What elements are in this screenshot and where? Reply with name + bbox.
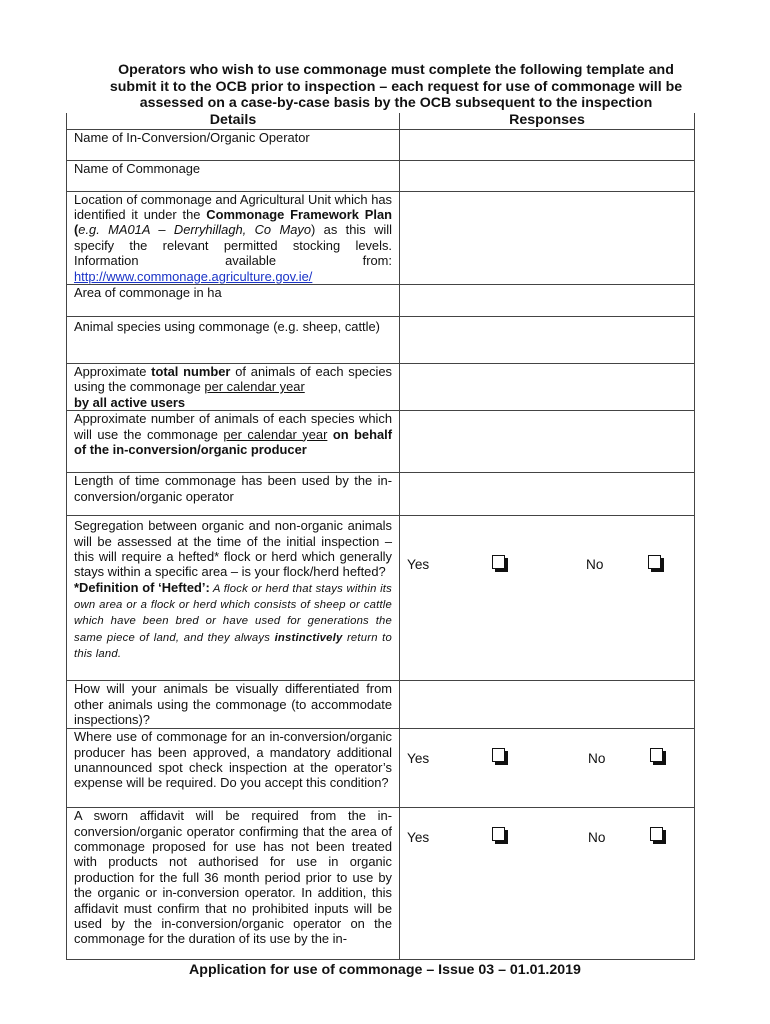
location-example: e.g. MA01A – Derryhillagh, Co Mayo <box>78 222 311 238</box>
row-species-label <box>67 316 400 363</box>
spot-check-label: Where use of commonage for an in-conversion/organic producer has been approved, a mandatory additional unannounced spot check inspection at the operator’s expense will be required. Do you accept this condition? <box>74 729 392 791</box>
intro-line-3: assessed on a case-by-case basis by the OCB subsequent to the inspection <box>139 95 653 111</box>
hefted-definition-heading: *Definition of ‘Hefted’: <box>74 579 210 595</box>
hefted-no-label: No <box>586 557 604 573</box>
row-commonage-name-label <box>67 160 400 191</box>
total-animals-response[interactable] <box>400 363 695 410</box>
producer-animals-underline: per calendar year <box>223 426 328 442</box>
affidavit-response <box>400 808 695 960</box>
spot-check-response <box>400 729 695 808</box>
species-response[interactable] <box>400 316 695 363</box>
producer-animals-bold: on behalf of the in-conversion/organic producer <box>74 426 392 457</box>
spot-check-yes-label: Yes <box>407 751 430 767</box>
row-producer-animals-label <box>67 411 400 473</box>
row-area-label <box>67 284 400 316</box>
page-footer: Application for use of commonage – Issue 03 – 01.01.2019 <box>189 962 581 978</box>
location-text-bold: Commonage Framework Plan <box>206 206 392 222</box>
differentiation-response[interactable] <box>400 681 695 729</box>
row-differentiation-label <box>67 681 400 729</box>
hefted-yes-label: Yes <box>407 557 430 573</box>
area-label: Area of commonage in ha <box>74 284 222 300</box>
area-response[interactable] <box>400 284 695 316</box>
spot-check-no-label: No <box>588 751 606 767</box>
total-animals-bold-end: by all active users <box>74 394 186 410</box>
hefted-no-checkbox[interactable] <box>648 555 661 569</box>
total-animals-text-a: Approximate <box>74 363 152 379</box>
row-affidavit-label <box>67 808 400 960</box>
hefted-response <box>400 516 695 681</box>
total-animals-text-c: of animals of each species using the commonage <box>74 363 393 395</box>
hefted-definition-bold: instinctively <box>274 631 343 644</box>
row-hefted-label <box>67 516 400 681</box>
hefted-definition-a: A flock or herd that stays within its own area or a flock or herd which consists of sheep or cattle which have been bred or have used for generations the same piece of land, and they always <box>74 582 392 644</box>
row-total-animals-label <box>67 363 400 410</box>
commonage-link[interactable]: http://www.commonage.agriculture.gov.ie/ <box>74 268 313 284</box>
spot-check-no-checkbox[interactable] <box>650 748 663 762</box>
commonage-name-label: Name of Commonage <box>74 160 201 176</box>
hefted-definition-c: return to this land. <box>74 631 392 660</box>
row-duration-label <box>67 473 400 516</box>
row-spot-check-label <box>67 729 400 808</box>
row-operator-name-label <box>67 129 400 160</box>
intro-line-2: submit it to the OCB prior to inspection – each request for use of commonage will be <box>109 78 683 95</box>
intro-line-1: Operators who wish to use commonage must complete the following template and <box>118 62 674 78</box>
spot-check-yes-checkbox[interactable] <box>492 748 505 762</box>
duration-label: Length of time commonage has been used by the in-conversion/organic operator <box>74 473 392 504</box>
affidavit-no-checkbox[interactable] <box>650 827 663 841</box>
header-responses: Responses <box>400 113 695 129</box>
location-text-e: ) as this will specify the relevant permitted stocking levels. Information available from: <box>74 222 392 269</box>
operator-name-label: Name of In-Conversion/Organic Operator <box>74 129 310 145</box>
hefted-yes-checkbox[interactable] <box>492 555 505 569</box>
total-animals-bold: total number <box>151 363 231 379</box>
duration-response[interactable] <box>400 473 695 516</box>
species-label: Animal species using commonage (e.g. sheep, cattle) <box>74 318 380 334</box>
affidavit-no-label: No <box>588 830 606 846</box>
location-text-a: Location of commonage and Agricultural Unit which has identified it under the <box>74 191 392 222</box>
location-paren-open: ( <box>74 222 79 238</box>
affidavit-yes-checkbox[interactable] <box>492 827 505 841</box>
operator-name-response[interactable] <box>400 129 695 160</box>
affidavit-yes-label: Yes <box>407 830 430 846</box>
total-animals-underline: per calendar year <box>204 379 305 395</box>
differentiation-label: How will your animals be visually differentiated from other animals using the commonage (to accommodate inspections)? <box>74 681 392 727</box>
location-response[interactable] <box>400 191 695 284</box>
row-location-label <box>67 191 400 284</box>
producer-animals-text-a: Approximate number of animals of each species which will use the commonage <box>74 411 392 442</box>
affidavit-label: A sworn affidavit will be required from the in-conversion/organic operator confirming that the area of commonage proposed for use has not been treated with products not authorised for use in organic production for the full 36 month period prior to use by the organic or in-conversion operator. In addition, this affidavit must confirm that no prohibited inputs will be used by the in-conversion/organic operator on the commonage for the duration of its use by the in- <box>74 808 392 947</box>
hefted-question: Segregation between organic and non-organic animals will be assessed at the time of the initial inspection – this will require a hefted* flock or herd which generally stays within a specific area – is your flock/herd hefted? <box>74 518 392 580</box>
intro-text <box>64 62 728 112</box>
producer-animals-response[interactable] <box>400 411 695 473</box>
header-details: Details <box>67 113 400 129</box>
commonage-form-table <box>66 113 695 960</box>
commonage-name-response[interactable] <box>400 160 695 191</box>
